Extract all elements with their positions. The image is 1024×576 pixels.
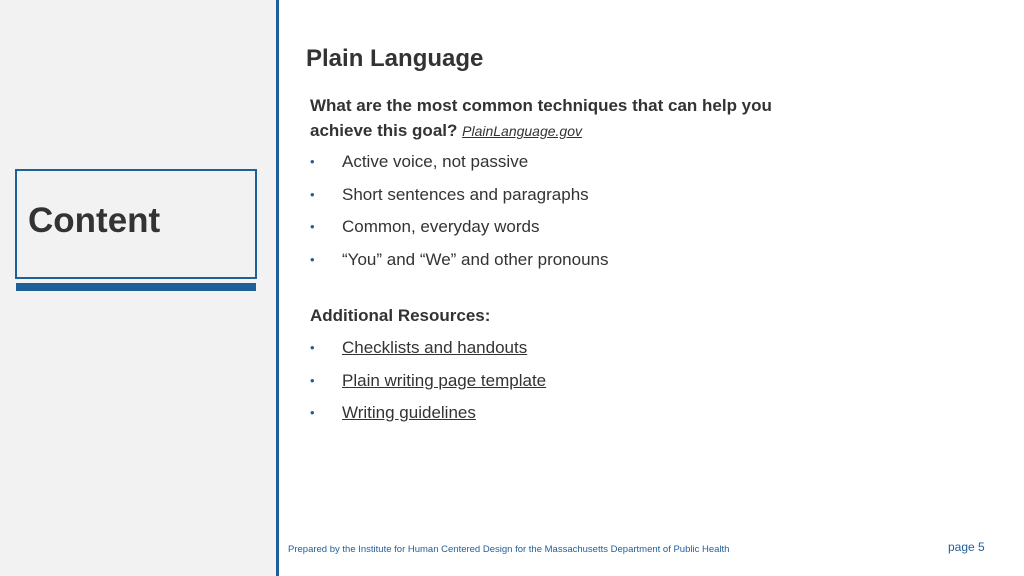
slide-title: Plain Language bbox=[306, 45, 484, 72]
left-panel bbox=[0, 0, 276, 576]
resources-heading: Additional Resources: bbox=[310, 306, 491, 325]
footer-credit: Prepared by the Institute for Human Centered Design for the Massachusetts Department of Public Health bbox=[288, 544, 730, 555]
bullet-icon: • bbox=[310, 405, 315, 420]
technique-text: Common, everyday words bbox=[342, 217, 540, 236]
writing-guidelines-link[interactable]: Writing guidelines bbox=[342, 403, 476, 422]
question-label: What are the most common techniques that can help you achieve this goal? bbox=[310, 96, 772, 140]
page-template-link[interactable]: Plain writing page template bbox=[342, 370, 547, 390]
vertical-divider bbox=[276, 0, 279, 576]
technique-text: Short sentences and paragraphs bbox=[342, 184, 589, 204]
bullet-icon: • bbox=[310, 154, 315, 169]
section-title-box bbox=[15, 169, 257, 279]
question-text bbox=[310, 93, 810, 144]
section-title: Content bbox=[28, 201, 161, 240]
bullet-icon: • bbox=[310, 251, 315, 267]
bullet-icon: • bbox=[310, 372, 315, 388]
section-underbar bbox=[16, 283, 256, 291]
technique-text: Active voice, not passive bbox=[342, 152, 529, 171]
bullet-icon: • bbox=[310, 219, 315, 234]
technique-text: “You” and “We” and other pronouns bbox=[342, 249, 609, 269]
plainlanguage-link[interactable]: PlainLanguage.gov bbox=[462, 123, 583, 139]
checklists-link[interactable]: Checklists and handouts bbox=[342, 338, 528, 357]
bullet-icon: • bbox=[310, 186, 315, 202]
bullet-icon: • bbox=[310, 340, 315, 355]
page-number: page 5 bbox=[948, 540, 985, 554]
